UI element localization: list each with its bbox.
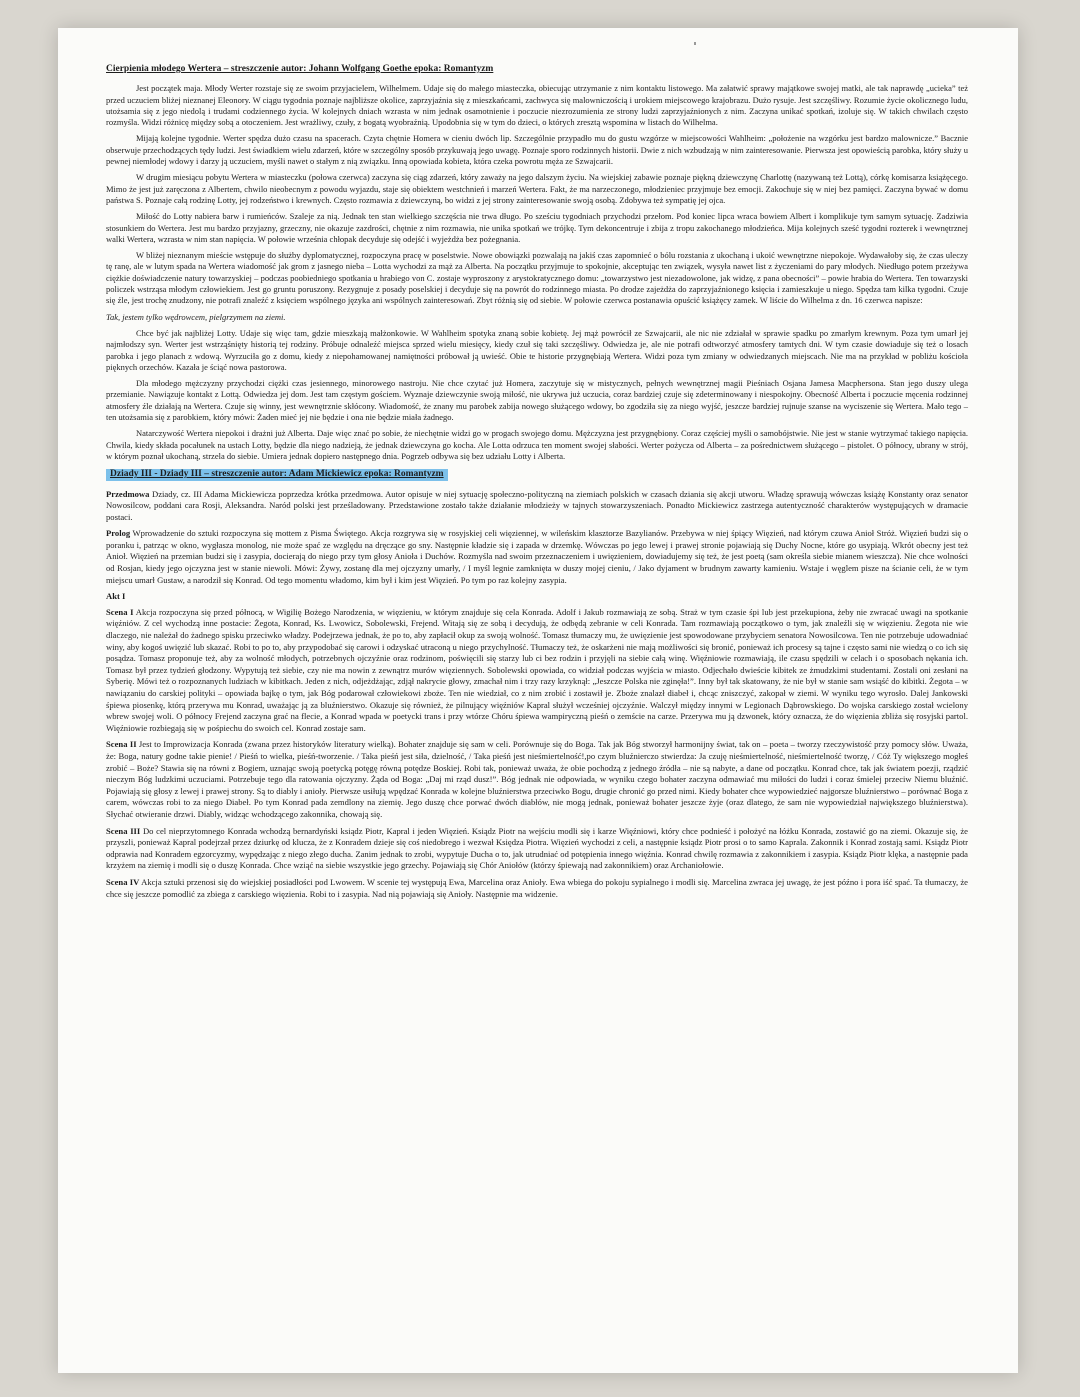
przedmowa-paragraph <box>106 489 968 524</box>
dziady-heading: Dziady III - Dziady III – streszczenie autor: Adam Mickiewicz epoka: Romantyzm <box>106 469 448 480</box>
paper-mark <box>694 42 696 45</box>
werter-paragraph: Jest początek maja. Młody Werter rozstaje się ze swoim przyjacielem, Wilhelmem. Udaje się do małego miasteczka, obiecując utrzymanie z nim kontaktu listowego. Ma załatwić sprawy majątkowe swojej matki, ale tak naprawdę „ucieka” też przed uczuciem bliżej nieznanej Eleonory. W ciągu tygodnia poznaje najbliższe okolice, zaprzyjaźnia się z mieszkańcami, zachwyca się malowniczością i urokiem miejscowego krajobrazu. Dużo rysuje. Jest szczęśliwy. Rozumie życie okolicznego ludu, utożsamia się z jego niedolą i trudami codziennego życia. W kolejnych dniach wzrasta w nim jednak osamotnienie i poczucie niezrozumienia ze strony ludzi zaprzyjaźnionych z nim. Zaczyna unikać spotkań, izoluje się. W takich chwilach często rozmyśla. Widzi różnicę między sobą a otoczeniem. Jest wrażliwy, czuły, z bogatą wyobraźnią. Upodobnia się w tym do dzieci, o których zresztą wspomina w listach do Wilhelma. <box>106 83 968 128</box>
prolog-label: Prolog <box>106 528 131 539</box>
scene-paragraph <box>106 739 968 820</box>
werter-paragraph: Chce być jak najbliżej Lotty. Udaje się więc tam, gdzie mieszkają małżonkowie. W Wahlheim spotyka znaną sobie kobietę. Jej mąż powrócił ze Szwajcarii, ale nic nie zdziałał w sprawie spadku po zmarłym krewnym. Poza tym umarł jej najmłodszy syn. Werter jest wstrząśnięty historią tej rodziny. Próbuje odnaleźć miejsca sprzed wielu miesięcy, kiedy czuł się taki szczęśliwy. Odwiedza je, ale nie potrafi odtworzyć atmosfery tamtych dni. W tym czasie dowiaduje się też o losach parobka i jego planach z wdową. Wyrzuciła go z domu, kiedy z niepohamowanej namiętności próbował ją uwieść. Obie te historie przygnębiają Wertera. Widzi poza tym zmiany w odwiedzanych miejscach. Nie ma na przykład w pobliżu kościoła pięknych orzechów. Kazała je ściąć nowa pastorowa. <box>106 327 968 372</box>
document-content <box>106 64 968 905</box>
werter-quote: Tak, jestem tylko wędrowcem, pielgrzymem na ziemi. <box>106 311 286 322</box>
prolog-text: Wprowadzenie do sztuki rozpoczyna się mottem z Pisma Świętego. Akcja rozgrywa się w rosyjskiej celi więziennej, w wileńskim klasztorze Bazylianów. Przebywa w niej śpiący Więzień, nad którym czuwa Anioł Stróż. Więzień budzi się o poranku i, patrząc w okno, wygłasza monolog, nie może spać ze względu na dręczące go sny. Następnie kładzie się i zapada w drzemkę. Wówczas po jego lewej i prawej stronie pojawiają się Duchy Nocne, które go usypiają. Wkrót obecny jest też Anioł. Więzień na przemian budzi się i zasypia, docierają do niego przy tym głosy Anioła i Duchów. Rozmyśla nad swoim przeznaczeniem i uwięzieniem, dowiadujemy się też, że jest poetą (sam określa siebie mianem wieszcza). Nie chce wolności od Rosjan, kiedy jego ojczyzna jest w stanie niewoli. Mówi: Żywy, zostanę dla mej ojczyzny umarły, / I myśl legnie zamknięta w duszy mojej cieniu, / Jako dyjament w brudnym zawarty kamieniu. Wstaje i węglem pisze na ścianie celi, że w tym miejscu umarł Gustaw, a narodził się Konrad. Od tego momentu władomo, kim był i kim jest Więzień. Po tym po raz kolejny zasypia. <box>106 528 968 585</box>
werter-paragraph: Miłość do Lotty nabiera barw i rumieńców. Szaleje za nią. Jednak ten stan wielkiego szczęścia nie trwa długo. Po sześciu tygodniach przychodzi przełom. Pod koniec lipca wraca bowiem Albert i komplikuje tym samym sytuację. Zadziwia stosunkiem do Wertera. Jest mu bardzo przyjazny, grzeczny, nie okazuje zazdrości, chętnie z nim rozmawia, nie unika spotkań we trójkę. Tym dekoncentruje i zbija z tropu zakochanego młodzieńca. Mija kolejnych sześć tygodni rozterek i wewnętrznej walki Wertera, wzrasta w nim stan napięcia. W połowie września chłopak decyduje się odejść i wyjeżdża bez pożegnania. <box>106 211 968 244</box>
paper-sheet <box>58 28 1018 1373</box>
scene-text: Akcja sztuki przenosi się do wiejskiej posiadłości pod Lwowem. W scenie tej występują Ewa, Marcelina oraz Anioły. Ewa wbiega do pokoju sypialnego i modli się. Marcelina zwraca jej uwagę, że jest późno i pora iść spać. Ta tłumaczy, że chce się jeszcze pomodlić za zbiega z carskiego więzienia. Robi to i zasypia. Nad nią pojawiają się Anioły. Następnie ma widzenie. <box>106 876 968 899</box>
scene-text: Akcja rozpoczyna się przed północą, w Wigilię Bożego Narodzenia, w więzieniu, w którym znajduje się cela Konrada. Adolf i Jakub rozmawiają ze sobą. Straż w tym czasie śpi lub jest przekupiona, żeby nie zwracać uwagi na spotkanie więźniów. Z cel wychodzą inne postacie: Żegota, Konrad, Ks. Lwowicz, Sobolewski, Frejend. Witają się ze sobą i decydują, że odbędą zebranie w celi Konrada. Tam rozmawiają początkowo o tym, jak znaleźli się w więzieniu. Żegota nie wie dlaczego, nie należał do żadnego spisku przeciwko władzy. Podejrzewa jednak, że po to, aby zapłacił okup za swoją wolność. Tomasz tłumaczy mu, że uwięzienie jest spowodowane przybyciem senatora Nowosilcowa. Ten nie potrzebuje udowadniać winy, aby kogoś uwięzić lub skazać. Robi to po to, aby przypodobać się carowi i odzyskać utraconą u niego przychylność. Tłumaczy też, że oskarżeni nie mają możliwości się bronić, ponieważ ich procesy są tajne i często sami nie wiedzą o co ich się posądza. Tomasz proponuje też, aby za wolność młodych, potrzebnych ojczyźnie oraz rodzinom, poświęcili się starzy lub ci bez rodzin i przyjęli na siebie całą winę. Więźniowie rozmawiają, ile czasu spędzili w celach i o sposobach nękania ich. Tomasz był przez tydzień głodzony. Wypytują też siebie, czy nie ma nowin z zewnątrz murów więziennych. Sobolewski opowiada, co widział podczas wyjścia w miasto. Odjechało dwieście kibitek ze żmudzkimi studentami. Zostali oni zesłani na Syberię. Mówi też o rozpoznanych ludziach w kibitkach. Jeden z nich, odjeżdżając, zdjął nakrycie głowy, zmachał nim i trzy razy krzyknął: „Jeszcze Polska nie zginęła!”. Inny był tak skatowany, że nie był w stanie sam wsiąść do kibitki. Żegota – w nawiązaniu do carskiej polityki – opowiada bajkę o tym, jak Bóg podarował człowiekowi zboże. Ten nie wiedział, co z nim zrobić i zostawił je. Zboże znalazł diabeł i, chcąc zniszczyć, zakopał w ziemi. W wyniku tego wyrosło. Dalej Jankowski śpiewa piosenkę, którą przerywa mu Konrad, uważając ją za bluźnierstwo. Okazuje się również, że pilnujący więźniów Kapral służył wcześniej ojczyźnie. Walczył między innymi w Legionach Dąbrowskiego. Do wojska carskiego został wcielony wbrew swojej woli. O północy Frejend zaczyna grać na flecie, a Konrad wpada w poetycki trans i przy wtórze Chóru śpiewa wampiryczną pieśń o zemście na carze. Przerywa mu ją dzwonek, który oznacza, że do więzienia zbliża się rosyjski partol. Więźniowie rozbiegają się w pośpiechu do swoich cel. Konrad zostaje sam. <box>106 606 968 733</box>
werter-paragraph: Natarczywość Wertera niepokoi i drażni już Alberta. Daje więc znać po sobie, że niechętnie widzi go w progach swojego domu. Mężczyzna jest przygnębiony. Coraz częściej myśli o samobójstwie. Nie jest w stanie wytrzymać takiego napięcia. Chwila, kiedy składa pocałunek na ustach Lotty, będzie dla niego nadzieją, że jednak dziewczyna go kocha. Ale Lotta odrzuca ten moment swojej słabości. Werter pożycza od Alberta – za pośrednictwem służącego – pistolet. O północy, ubrany w strój, w którym poznał ukochaną, strzela do siebie. Umiera jednak dopiero następnego dnia. Pogrzeb odbywa się bez udziału Lotty i Alberta. <box>106 428 968 461</box>
scene-label: Scena IV <box>106 876 140 887</box>
scene-label: Scena I <box>106 606 134 617</box>
scene-paragraph <box>106 607 968 735</box>
werter-paragraph: Dla młodego mężczyzny przychodzi ciężki czas jesiennego, minorowego nastroju. Nie chce czytać już Homera, zaczytuje się w mistycznych, pełnych wewnętrznej magii Pieśniach Osjana Jamesa Macphersona. Stan jego duszy ulega przemianie. Nawiązuje kontakt z Lottą. Odwiedza jej dom. Jest tam częstym gościem. Wyznaje dziewczynie swoją miłość, nie ukrywa już uczucia, coraz bardziej czuje się zdeterminowany i niespokojny. Obecność Alberta i poczucie męcenia rodzinnej atmosfery źle działają na Wertera. Czuje się winny, jest wewnętrznie skłócony. Wiadomość, że znany mu parobek zabija nowego służącego wdowy, bo zgodziła się za niego wyjść, jeszcze bardziej rujnuje szanse na wyciszenie się Wertera. Mało tego – ten utożsamia się z parobkiem, który mówi: Żaden mieć jej nie będzie i ona nie będzie miała żadnego. <box>106 378 968 423</box>
akt-label: Akt I <box>106 591 126 602</box>
werter-heading: Cierpienia młodego Wertera – streszczenie autor: Johann Wolfgang Goethe epoka: Romantyzm <box>106 64 494 74</box>
przedmowa-label: Przedmowa <box>106 488 150 499</box>
scene-paragraph <box>106 826 968 872</box>
prolog-paragraph <box>106 528 968 586</box>
dziady-section <box>106 489 968 901</box>
scene-paragraph <box>106 877 968 900</box>
scene-label: Scena III <box>106 825 141 836</box>
werter-paragraph: Mijają kolejne tygodnie. Werter spędza dużo czasu na spacerach. Czyta chętnie Homera w cieniu dwóch lip. Szczególnie przypadło mu do gustu wzgórze w miejscowości Wahlheim: „położenie na wzgórku jest bardzo malownicze.” Bacznie obserwuje przechodzących tędy ludzi. Jest świadkiem wielu zdarzeń, które w szczególny sposób przykuwają jego uwagę. Poznaje sporo rodzinnych historii. Dwie z nich wzbudzają w nim zainteresowanie. Pierwsza jest opowieścią parobka, który służy u pewnej niemłodej wdowy i darzy ją uczuciem, myśli nawet o stałym z nią związku. Inną opowiada kobieta, która czeka powrotu męża ze Szwajcarii. <box>106 133 969 167</box>
przedmowa-text: Dziady, cz. III Adama Mickiewicza poprzedza krótka przedmowa. Autor opisuje w niej sytuację społeczno-polityczną na ziemiach polskich w czasach dziania się akcji utworu. Władzę sprawują wówczas książę Konstanty oraz senator Nowosilcow, poddani cara Rosji, Aleksandra. Naród polski jest prześladowany. Przedstawione zostało także działanie młodzieży w tajnych stowarzyszeniach. Ponadto Mickiewicz zastrzega autentyczność charakterów występujących w dramacie postaci. <box>106 488 968 522</box>
scene-label: Scena II <box>106 739 137 750</box>
werter-paragraph: W drugim miesiącu pobytu Wertera w miasteczku (połowa czerwca) zaczyna się ciąg zdarzeń, który zaważy na jego dalszym życiu. Na wiejskiej zabawie poznaje piękną dziewczynę Charlottę (nazywaną też Lottą), córkę komisarza książęcego. Mimo że jest już zaręczona z Albertem, chwilo nieobecnym z powodu wyjazdu, staje się obiektem westchnień i marzeń Wertera. Fakt, że ma narzeczonego, młodzieniec przyjmuje bez emocji. Zakochuje się w niej bez pamięci. Zaczyna bywać w domu państwa S. Poznaje całą rodzinę Lotty, jej rodzeństwo i krewnych. Często rozmawia z dziewczyną, bo widzi z jej strony zainteresowanie swoją osobą. Zdobywa też sympatię jej ojca. <box>106 172 968 205</box>
scene-text: Jest to Improwizacja Konrada (zwana przez historyków literatury wielką). Bohater znajduje się sam w celi. Porównuje się do Boga. Tak jak Bóg stworzył harmonijny świat, tak on – poeta – tworzy rzeczywistość przy pomocy słów. Uważa, że: Boga, natury godne takie pienie! / Pieśń to wielka, pieśń-tworzenie. / Taka pieśń jest siła, dzielność, / Taka pieśń jest nieśmiertelność!,po czym bluźnierczo stwierdza: Ja czuję nieśmiertelność, nieśmiertelność tworzę, / Cóż Ty większego mogłeś zrobić – Boże? Stawia się na równi z Bogiem, uznając swoją poetycką potęgę równą potędze Boskiej. Robi tak, ponieważ uważa, że obie pochodzą z jednego źródła – nie są nabyte, a dane od początku. Konrad chce, tak jak światem poezji, rządzić nieczym Bóg ludzkimi uczuciami. Potrzebuje tego dla ratowania ojczyzny. Żąda od Boga: „Daj mi rząd dusz!”. Bóg jednak nie odpowiada, w wyniku czego bohater zaczyna odmawiać mu miłości do ludzi i coraz śmielej przeciw Niemu bluźnić. Pojawiają się głosy z lewej i prawej strony. Są to diably i anioły. Pierwsze usiłują wpędzać Konrada w kolejne bluźnierstwa przeciwko Bogu, drugie chronić go przed nimi. Kiedy bohater chce wypowiedzieć najgorsze bluźnierstwo – porównać Boga z carem, wówczas robi to za niego Diabeł. Po tym Konrad pada zemdlony na ziemię. Jego duszę chce porwać dwóch diabłów, nie mogą jednak, ponieważ bohater jeszcze żyje (oraz dlatego, że sam nie wypowiedział największego bluźnierstwa). Słychać otwieranie drzwi. Diably, widząc wchodzącego zakonnika, chowają się. <box>106 739 968 819</box>
werter-paragraph: W bliżej nieznanym mieście wstępuje do służby dyplomatycznej, rozpoczyna pracę w poselstwie. Nowe obowiązki pozwalają na jakiś czas zapomnieć o bólu rozstania z ukochaną i ukoić wewnętrzne niepokoje. Wydawałoby się, że czas uleczy tę ranę, ale w lutym spada na Wertera wiadomość jak grom z jasnego nieba – Lotta wychodzi za mąż za Alberta. Na początku przyjmuje to spokojnie, akceptując ten związek, wysyła nawet list z życzeniami do pary młodych. Niedługo potem przeżywa ciężkie doświadczenie natury towarzyskiej – podczas poobiedniego spotkania u hrabiego von C. zostaje wyproszony z arystokratycznego domu: „towarzystwo jest niezadowolone, jak widzę, z pana obecności” – powie hrabia do Wertera. Ten towarzyski policzek wstrząsa młodym człowiekiem. Jest go gruntu poruszony. Rezygnuje z posady poselskiej i decyduje się na powrót do rodzinnego miasta. Po drodze zajeżdża do zaprzyjaźnionego księcia i zamieszkuje u niego. Spędza tam kilka tygodni. Czuje się źle, jest trochę znudzony, nie potrafi znaleźć z księciem wspólnego języka ani wspólnych zainteresowań. Zbyt różnią się od siebie. W połowie czerwca postanawia opuścić książęcy zamek. W liście do Wilhelma z dn. 16 czerwca napisze: <box>106 250 968 306</box>
scene-text: Do cel nieprzytomnego Konrada wchodzą bernardyński ksiądz Piotr, Kapral i jeden Więzień. Ksiądz Piotr na wejściu modli się i karze Więźniowi, który chce podnieść i położyć na łóżku Konrada, zostawić go na ziemi. Okazuje się, że przyszli, ponieważ Kapral podejrzał przez dziurkę od klucza, że z Konradem dzieje się coś niedobrego i wezwał Księdza Piotra. Więzień wychodzi z celi, a następnie ksiądz Piotr prosi o to samo Kaprala. Zakonnik i Konrad zostają sami. Ksiądz Piotr odprawia nad Konradem egzorcyzmy, wypędzając z niego złego ducha. Zanim jednak to zrobi, wypytuje Ducha o to, jak utrudniać od potępienia innego więźnia. Konrad chwilę rozmawia z zakonnikiem i zasypia. Ksiądz Piotr klęka, a następnie pada krzyżem na ziemię i modli się o duszę Konrada. Chce wziąć na siebie wszystkie jego grzechy. Pojawiają się Chór Aniołów (którzy śpiewają nad zakonnikiem) oraz Archaniołowie. <box>106 825 968 871</box>
